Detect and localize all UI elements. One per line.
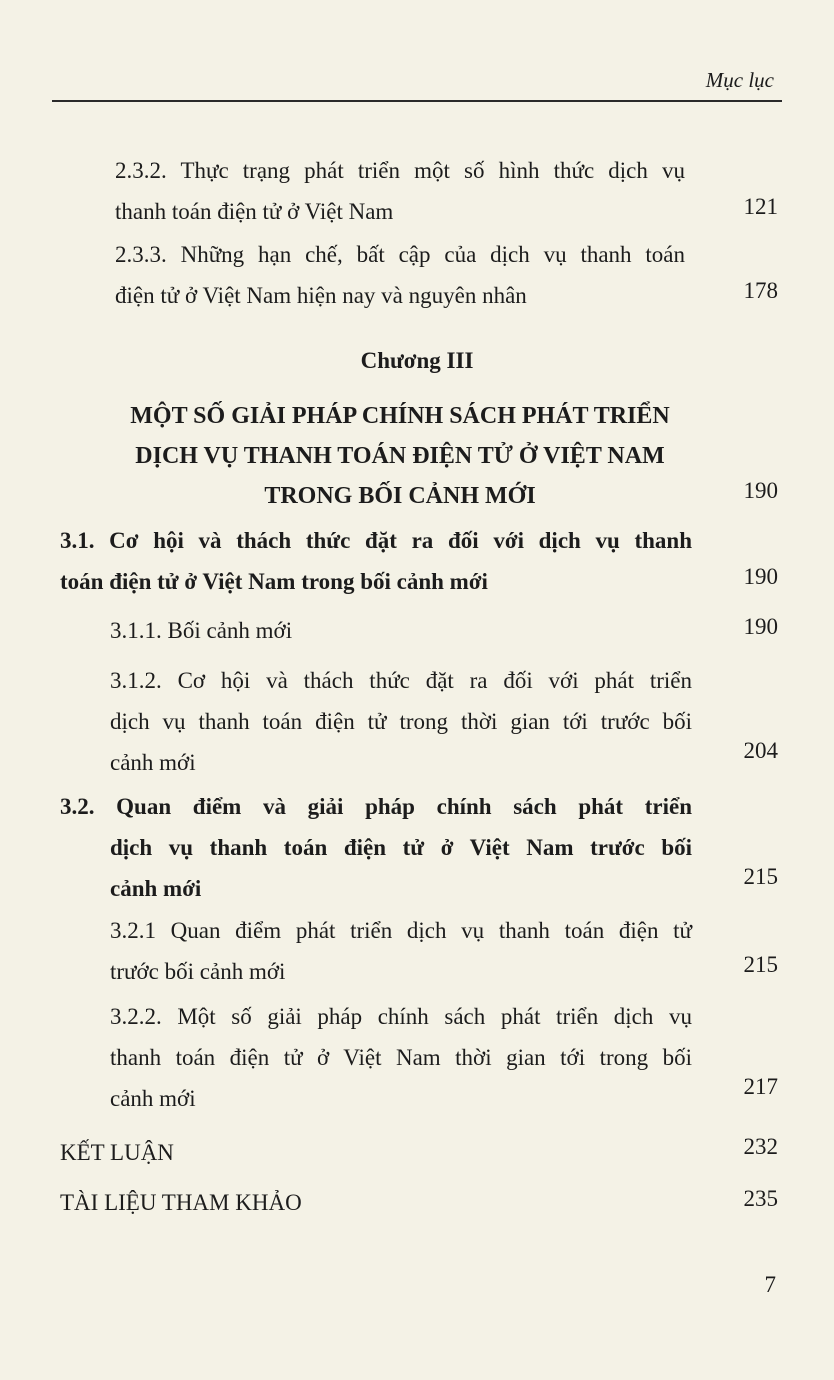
toc-section-3-2[interactable] xyxy=(60,786,692,909)
entry-line: toán điện tử ở Việt Nam trong bối cảnh mới xyxy=(60,569,488,594)
entry-line: 3.1.2. Cơ hội và thách thức đặt ra đối với phát triển xyxy=(110,668,692,693)
page-number: 7 xyxy=(764,1272,776,1297)
toc-entry-3-2-2[interactable] xyxy=(110,996,692,1119)
page-ref: 190 xyxy=(743,478,778,503)
running-header: Mục lục xyxy=(705,68,774,92)
entry-line: 3.1. Cơ hội và thách thức đặt ra đối với dịch vụ thanh xyxy=(60,528,692,553)
page-ref: 232 xyxy=(743,1134,778,1159)
page-ref: 215 xyxy=(743,864,778,889)
page-ref: 215 xyxy=(743,952,778,977)
page-ref: 204 xyxy=(743,738,778,763)
toc-references[interactable] xyxy=(60,1182,302,1223)
page-ref: 217 xyxy=(743,1074,778,1099)
header-rule xyxy=(52,100,782,102)
entry-line: 2.3.3. Những hạn chế, bất cập của dịch vụ thanh toán xyxy=(115,242,685,267)
toc-entry-3-1-1[interactable] xyxy=(110,610,685,651)
entry-line: điện tử ở Việt Nam hiện nay và nguyên nhân xyxy=(115,283,527,308)
entry-line: TÀI LIỆU THAM KHẢO xyxy=(60,1190,302,1215)
entry-line: 2.3.2. Thực trạng phát triển một số hình thức dịch vụ xyxy=(115,158,685,183)
toc-section-3-1[interactable] xyxy=(60,520,692,602)
entry-line: dịch vụ thanh toán điện tử trong thời gian tới trước bối xyxy=(110,709,692,734)
entry-line: dịch vụ thanh toán điện tử ở Việt Nam trước bối xyxy=(110,835,692,860)
chapter-label: Chương III xyxy=(360,348,474,373)
entry-line: thanh toán điện tử ở Việt Nam xyxy=(115,199,394,224)
entry-line: thanh toán điện tử ở Việt Nam thời gian tới trong bối xyxy=(110,1045,692,1070)
chapter-title-line: DỊCH VỤ THANH TOÁN ĐIỆN TỬ Ở VIỆT NAM xyxy=(135,443,665,469)
entry-line: cảnh mới xyxy=(110,750,196,775)
toc-conclusion[interactable] xyxy=(60,1132,174,1173)
toc-entry-2-3-3[interactable] xyxy=(115,234,685,316)
chapter-title-line: TRONG BỐI CẢNH MỚI xyxy=(264,483,536,509)
toc-entry-3-2-1[interactable] xyxy=(110,910,692,992)
entry-line: 3.2.1 Quan điểm phát triển dịch vụ thanh toán điện tử xyxy=(110,918,692,943)
page-ref: 121 xyxy=(743,194,778,219)
entry-line: KẾT LUẬN xyxy=(60,1140,174,1165)
page-ref: 190 xyxy=(743,614,778,639)
toc-entry-3-1-2[interactable] xyxy=(110,660,692,783)
entry-line: 3.2.2. Một số giải pháp chính sách phát triển dịch vụ xyxy=(110,1004,692,1029)
page-ref: 190 xyxy=(743,564,778,589)
toc-entry-2-3-2[interactable] xyxy=(115,150,685,232)
entry-line: 3.1.1. Bối cảnh mới xyxy=(110,618,293,643)
entry-line: cảnh mới xyxy=(110,876,202,901)
entry-line: 3.2. Quan điểm và giải pháp chính sách phát triển xyxy=(60,794,692,819)
page-ref: 178 xyxy=(743,278,778,303)
entry-line: trước bối cảnh mới xyxy=(110,959,286,984)
chapter-title[interactable] xyxy=(60,396,740,516)
page-ref: 235 xyxy=(743,1186,778,1211)
chapter-title-line: MỘT SỐ GIẢI PHÁP CHÍNH SÁCH PHÁT TRIỂN xyxy=(130,403,670,429)
entry-line: cảnh mới xyxy=(110,1086,196,1111)
